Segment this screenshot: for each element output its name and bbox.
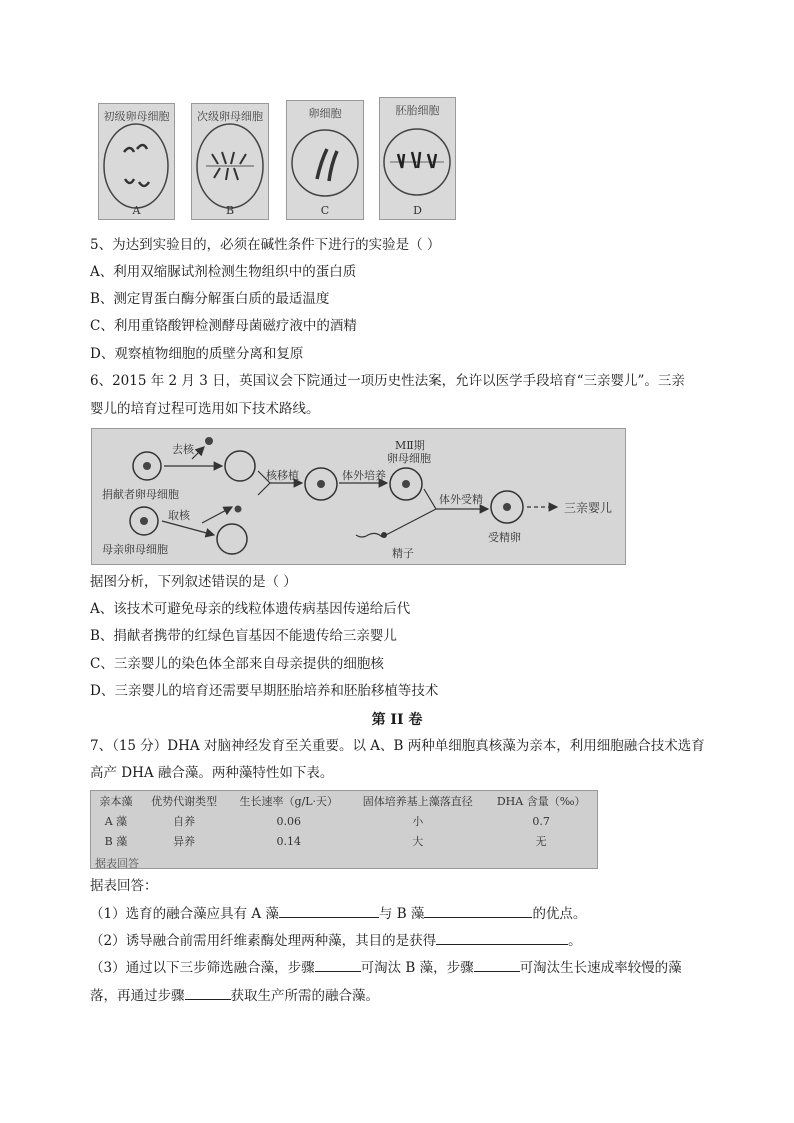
take-nucleus-label: 取核 <box>168 509 190 522</box>
table-cell: 小 <box>412 815 424 828</box>
cell-letter: B <box>225 204 235 217</box>
sub1-text-a: （1）选育的融合藻应具有 A 藻 <box>90 906 279 922</box>
answer-blank[interactable] <box>424 904 532 918</box>
answer-blank[interactable] <box>474 958 520 972</box>
cell-caption: 初级卵母细胞 <box>103 110 170 123</box>
cell-drawing <box>380 98 455 219</box>
cell-letter: A <box>132 204 141 217</box>
table-row <box>91 811 597 831</box>
sub2-text-a: （2）诱导融合前需用纤维素酶处理两种藻，其目的是获得 <box>90 933 437 949</box>
q6-option-b: B、捐献者携带的红绿色盲基因不能遗传给三亲婴儿 <box>90 628 397 644</box>
mii-label-1: MⅡ期 <box>395 439 425 452</box>
mii-label-2: 卵母细胞 <box>387 452 431 465</box>
algae-table <box>90 790 598 869</box>
table-cell: A 藻 <box>104 815 128 828</box>
sub3-text-e: 获取生产所需的融合藻。 <box>230 988 379 1004</box>
fertilize-label: 体外受精 <box>439 493 483 506</box>
sub1-text-c: 的优点。 <box>532 906 587 922</box>
q5-option-a: A、利用双缩脲试剂检测生物组织中的蛋白质 <box>90 264 357 280</box>
cell-drawing <box>99 104 174 219</box>
answer-blank[interactable] <box>185 986 231 1000</box>
cell-drawing <box>287 101 363 219</box>
sub2-text-b: 。 <box>568 933 582 949</box>
table-footer-fragment: 据表回答 <box>95 857 139 869</box>
culture-label: 体外培养 <box>342 469 386 482</box>
cell-caption: 次级卵母细胞 <box>197 110 263 123</box>
table-cell: 异养 <box>173 835 196 848</box>
q5-option-d: D、观察植物细胞的质壁分离和复原 <box>90 346 304 362</box>
table-header: 亲本藻 <box>99 795 133 808</box>
transfer-label: 核移植 <box>266 469 299 482</box>
q6-stem-line1: 6、2015 年 2 月 3 日，英国议会下院通过一项历史性法案，允许以医学手段培育“三亲婴儿”。三亲 <box>90 373 685 389</box>
q7-sub2 <box>90 931 582 950</box>
remove-nucleus-label: 去核 <box>172 443 194 456</box>
cell-drawing <box>192 104 268 219</box>
section-title: 第 II 卷 <box>371 712 423 728</box>
table-cell: 0.06 <box>276 814 301 828</box>
q7-sub3 <box>90 958 682 977</box>
sub3-text-d: 落，再通过步骤 <box>90 988 185 1004</box>
sub3-text-c: 可淘汰生长速成率较慢的藻 <box>519 960 682 976</box>
three-parent-baby-diagram <box>91 428 626 565</box>
q5-option-c: C、利用重铬酸钾检测酵母菌磁疗液中的酒精 <box>90 318 357 334</box>
table-cell: B 藻 <box>104 835 128 848</box>
cell-image-d <box>379 97 456 220</box>
zygote-label: 受精卵 <box>488 531 521 544</box>
cell-caption: 胚胎细胞 <box>395 104 440 117</box>
cell-image-b <box>191 103 269 220</box>
q5-option-b: B、测定胃蛋白酶分解蛋白质的最适温度 <box>90 291 330 307</box>
answer-blank[interactable] <box>436 931 568 945</box>
q5-stem: 5、为达到实验目的，必须在碱性条件下进行的实验是（ ） <box>90 237 441 253</box>
table-cell: 无 <box>535 835 547 848</box>
cell-caption: 卵细胞 <box>308 107 342 120</box>
q6-prompt: 据图分析，下列叙述错误的是（ ） <box>90 574 297 590</box>
baby-label: 三亲婴儿 <box>564 501 613 515</box>
sub3-text-a: （3）通过以下三步筛选融合藻，步骤 <box>90 960 315 976</box>
table-row <box>91 831 597 851</box>
table-header: 生长速率（g/L·天） <box>239 795 339 808</box>
sub1-text-b: 与 B 藻 <box>378 906 425 922</box>
table-cell: 0.14 <box>276 834 301 848</box>
cell-letter: C <box>320 204 330 217</box>
table-cell: 自养 <box>173 815 196 828</box>
q7-stem-line2: 高产 DHA 融合藻。两种藻特性如下表。 <box>90 765 334 781</box>
q7-sub3-cont <box>90 986 379 1005</box>
answer-blank[interactable] <box>279 904 379 918</box>
mother-label: 母亲卵母细胞 <box>102 543 168 556</box>
cell-image-c <box>286 100 364 220</box>
q7-stem-line1: 7、（15 分）DHA 对脑神经发育至关重要。以 A、B 两种单细胞真核藻为亲本，利用细胞融合技术选育 <box>90 738 705 754</box>
sperm-label: 精子 <box>392 547 414 560</box>
donor-label: 捐献者卵母细胞 <box>102 488 179 501</box>
q6-option-c: C、三亲婴儿的染色体全部来自母亲提供的细胞核 <box>90 656 384 672</box>
answer-blank[interactable] <box>315 958 361 972</box>
table-header: 固体培养基上藻落直径 <box>362 795 473 808</box>
table-cell: 大 <box>412 835 424 848</box>
q6-option-d: D、三亲婴儿的培育还需要早期胚胎培养和胚胎移植等技术 <box>90 683 439 699</box>
sub3-text-b: 可淘汰 B 藻，步骤 <box>360 960 474 976</box>
q7-sub1 <box>90 904 586 923</box>
cell-letter: D <box>413 204 422 217</box>
q6-stem-line2: 婴儿的培育过程可选用如下技术路线。 <box>90 401 320 417</box>
q7-answer-prompt: 据表回答： <box>90 878 158 894</box>
cell-image-a <box>98 103 175 220</box>
table-header: DHA 含量（‰） <box>496 795 586 808</box>
q6-option-a: A、该技术可避免母亲的线粒体遗传病基因传递给后代 <box>90 601 411 617</box>
table-header-row <box>91 791 597 811</box>
table-cell: 0.7 <box>532 814 550 828</box>
table-header: 优势代谢类型 <box>151 795 218 808</box>
